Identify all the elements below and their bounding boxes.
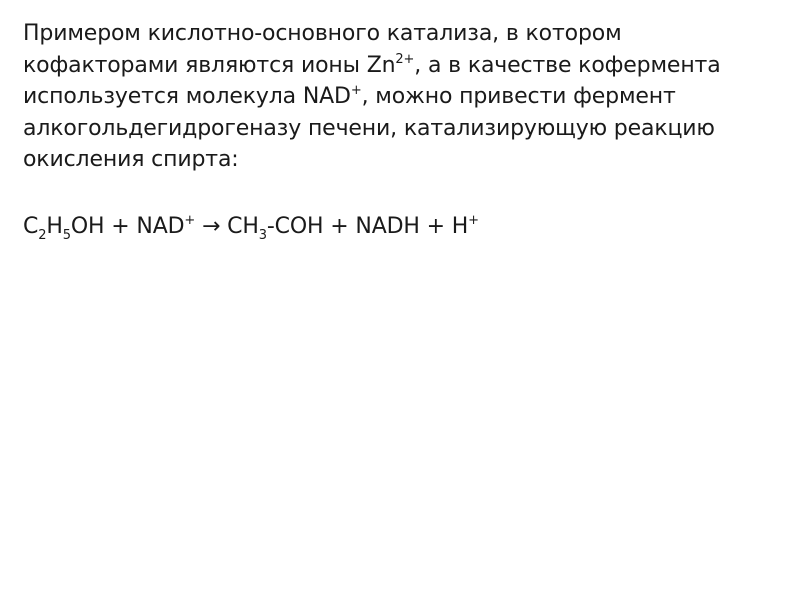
eq-nad-superscript: + [184,213,196,228]
paragraph-line-4: алкогольдегидрогеназу печени, катализирующую реакцию [23,115,715,141]
zinc-charge-superscript: 2+ [395,51,415,67]
paragraph-line-2 [23,50,793,82]
eq-methyl-subscript: 3 [258,228,267,243]
eq-carbon: C [23,214,39,239]
eq-arrow-product: → CH [195,214,259,239]
eq-hydrogen: H [46,214,63,239]
reaction-equation [23,211,479,242]
line-3-text-end: , можно привести фермент [361,84,676,109]
paragraph-line-5: окисления спирта: [23,147,239,172]
eq-reactants-text: OH + NAD [70,214,185,239]
eq-products-text: -COH + NADH + H [266,214,469,239]
paragraph-line-3 [23,81,793,113]
line-3-text-start: используется молекула NAD [23,84,351,109]
description-paragraph [23,18,793,176]
eq-hydrogen-subscript: 5 [62,228,71,243]
nad-charge-superscript: + [350,83,362,98]
eq-proton-superscript: + [468,213,479,228]
paragraph-line-1: Примером кислотно-основного катализа, в котором [23,21,622,46]
eq-carbon-subscript: 2 [38,228,47,243]
line-2-text-end: , а в качестве кофермента [414,52,721,78]
line-2-text-start: кофакторами являются ионы Zn [23,52,396,78]
